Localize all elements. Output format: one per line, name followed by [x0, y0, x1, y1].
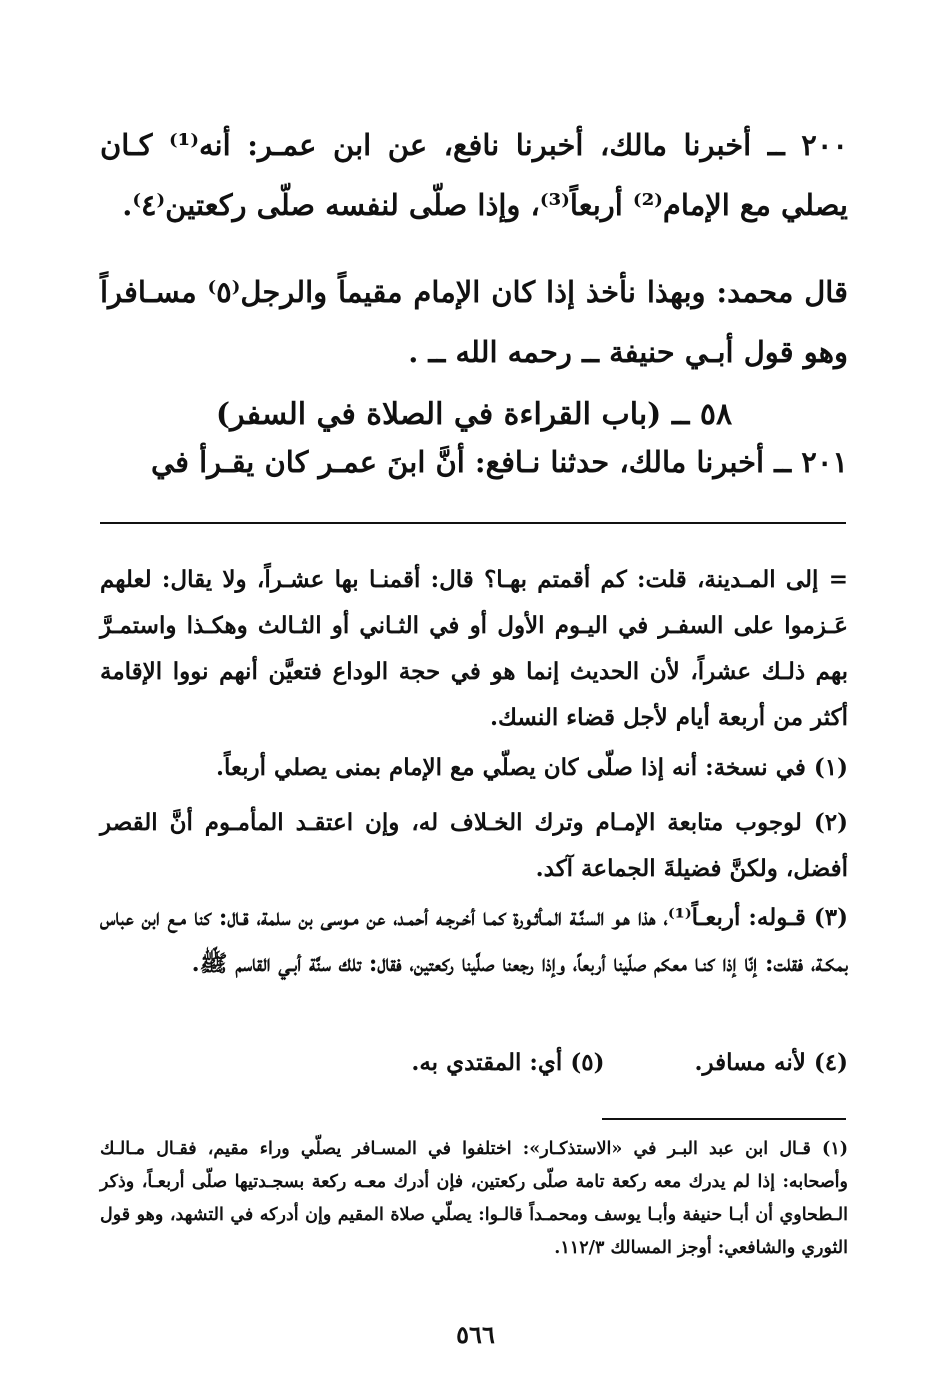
footnote-separator [100, 522, 846, 524]
qala-muhammad-paragraph: قال محمد: وبهذا نأخذ إذا كان الإمام مقيماً والرجل⁽٥⁾ مسـافراً وهو قول أبـي حنيفة ــ رحمه الله ــ . [100, 275, 848, 369]
subnote-1: (١) قـال ابن عبد البـر في «الاستذكـار»: اختلفوا في المسـافر يصلّي وراء مقيم، فقـال مـالـك وأصحابه: إذا لم يدرك معه ركعة تامة صلّى ركعتين، فإن أدرك معـه ركعة بسجـدتيها صلّى أربعـاً، وذكر الـطحاوي أن أبـا حنيفة وأبـا يوسف ومحمـداً قالـوا: يصلّي صلاة المقيم وإن أدركه في التشهد، وهو قول الثوري والشافعي: أوجز المسالك ١١٢/٣. [100, 1139, 848, 1258]
footnote-continuation: = إلى المـدينة، قلت: كم أقمتم بهـا؟ قال: أقمنـا بها عشـراً، ولا يقال: لعلهم عَـزموا على السفـر في اليـوم الأول أو في الثـاني أو الثـالث وهكـذا واستمـرَّ بهم ذلـك عشراً، لأن الحديث إنما هو في حجة الوداع فتعيَّن أنهم نووا الإقامة أكثر من أربعة أيام لأجل قضاء النسك. [100, 566, 848, 731]
footnote-3: (٣) قـوله: أربعـاً⁽¹⁾، هذا هـو السنَّـة المـأثـورة كمـا أخـرجـه أحمـد، عن مـوسى بن سلمة، قـال: كنا مـع ابن عباس بمكـة، فقلت: إنّا إذا كنـا معكم صلّينا أربعاً، وإذا رجعنا صلَّينا ركعتين، فقال: تلك سنَّة أبـي القاسم ﷺ. [100, 904, 848, 977]
footnote-5: (٥) أي: المقتدي به. [411, 1049, 605, 1076]
footnote-4: (٤) لأنه مسافر. [694, 1049, 848, 1076]
subnote-separator [602, 1118, 846, 1120]
footnote-1: (١) في نسخة: أنه إذا صلّى كان يصلّي مع الإمام بمنى يصلي أربعاً. [216, 754, 848, 781]
footnotes-4-5 [100, 1043, 848, 1083]
chapter-heading: ٥٨ ــ (باب القراءة في الصلاة في السفر) [215, 397, 733, 432]
hadith-201: ٢٠١ ــ أخبرنا مالك، حدثنا نـافع: أنَّ ابنَ عمـر كان يقـرأ في [150, 445, 848, 479]
hadith-200: ٢٠٠ ــ أخبرنا مالك، أخبرنا نافع، عن ابن عمـر: أنه⁽¹⁾ كـان يصلي مع الإمام⁽²⁾ أربعاً⁽³⁾، وإذا صلّى لنفسه صلّى ركعتين⁽٤⁾. [100, 128, 848, 222]
page-number: ٥٦٦ [456, 1320, 495, 1349]
footnote-2: (٢) لوجوب متابعة الإمـام وترك الخـلاف له، وإن اعتقـد المأمـوم أنَّ القصر أفضل، ولكنَّ فضيلةَ الجماعة آكد. [100, 809, 848, 882]
